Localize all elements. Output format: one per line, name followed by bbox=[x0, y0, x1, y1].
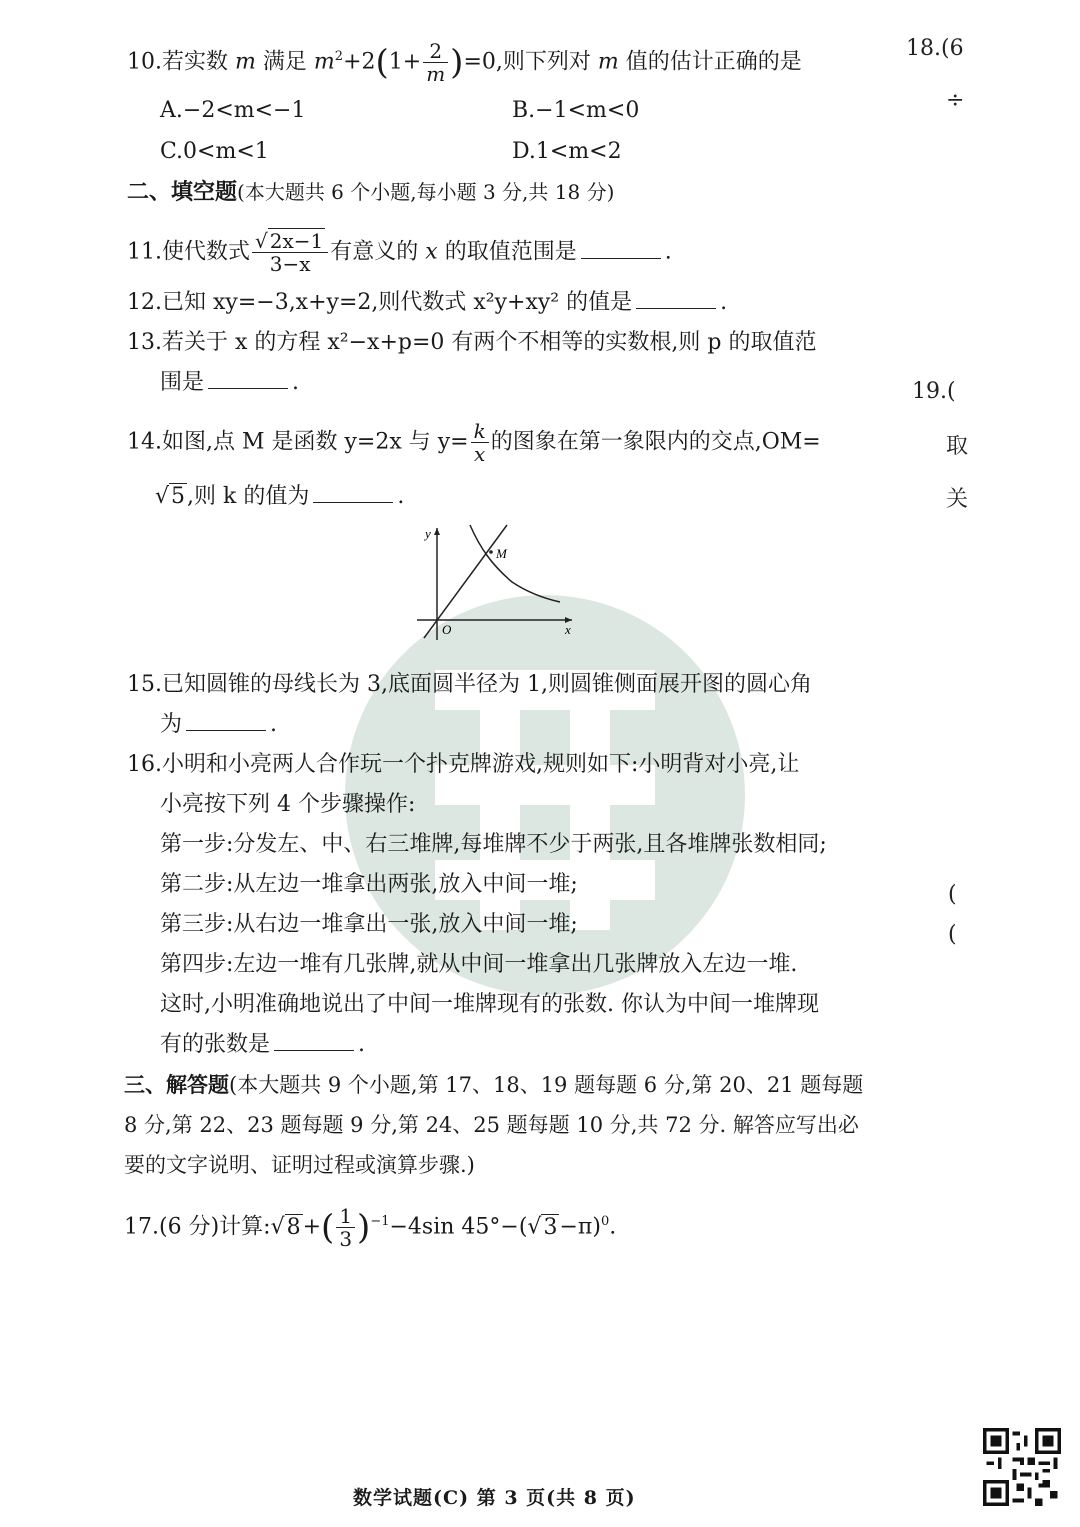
side-paren2: ( bbox=[948, 922, 957, 947]
side-char1: 取 bbox=[946, 434, 969, 459]
q10-option-c: C.0<m<1 bbox=[160, 139, 269, 164]
q13-line1: 13.若关于 x 的方程 x²−x+p=0 有两个不相等的实数根,则 p 的取值范 bbox=[127, 330, 817, 355]
q11: 11.使代数式 $\frac{√ 2x-1}{3-x}$ 有意义的 x 的取值范围是 . bbox=[127, 229, 672, 276]
q15-line1: 15.已知圆锥的母线长为 3,底面圆半径为 1,则圆锥侧面展开图的圆心角 bbox=[127, 672, 812, 697]
q16-line7: 这时,小明准确地说出了中间一堆牌现有的张数. 你认为中间一堆牌现 bbox=[160, 992, 819, 1017]
q10-option-b: B.−1<m<0 bbox=[512, 98, 640, 123]
side-q19: 19.( bbox=[912, 379, 956, 404]
answer-blank[interactable] bbox=[186, 710, 266, 731]
page-footer: 数学试题(C) 第 3 页(共 8 页) bbox=[353, 1487, 636, 1509]
section3-line3: 要的文字说明、证明过程或演算步骤.) bbox=[124, 1153, 475, 1177]
answer-blank[interactable] bbox=[636, 288, 716, 309]
q12: 12.已知 xy=−3,x+y=2,则代数式 x²y+xy² 的值是 . bbox=[127, 290, 728, 315]
hyperbola-k-over-x bbox=[470, 525, 560, 602]
q16-line8: 有的张数是 . bbox=[160, 1032, 366, 1057]
point-m bbox=[489, 550, 493, 554]
q14-line2: √5,则 k 的值为 . bbox=[155, 484, 405, 509]
side-divide: ÷ bbox=[946, 88, 965, 113]
q16-line1: 16.小明和小亮两人合作玩一个扑克牌游戏,规则如下:小明背对小亮,让 bbox=[127, 752, 800, 777]
y-axis-label: y bbox=[425, 526, 431, 541]
origin-label: O bbox=[442, 622, 452, 637]
section2-heading: 二、填空题(本大题共 6 个小题,每小题 3 分,共 18 分) bbox=[127, 179, 615, 205]
q16-step4: 第四步:左边一堆有几张牌,就从中间一堆拿出几张牌放入左边一堆. bbox=[160, 952, 798, 977]
q16-line2: 小亮按下列 4 个步骤操作: bbox=[160, 792, 416, 817]
q17: 17.(6 分)计算:√8+( $\frac{1}{3}$ )$^{-1}$−4sin $45^\circ-(√3-\pi)^0$. bbox=[124, 1204, 617, 1251]
side-char2: 关 bbox=[946, 487, 969, 512]
y-axis-arrow bbox=[434, 528, 440, 535]
answer-blank[interactable] bbox=[208, 368, 288, 389]
section3-heading: 三、解答题(本大题共 9 个小题,第 17、18、19 题每题 6 分,第 20、21 题每题 bbox=[124, 1072, 864, 1097]
answer-blank[interactable] bbox=[274, 1030, 354, 1051]
point-m-label: M bbox=[496, 546, 507, 561]
q16-step3: 第三步:从右边一堆拿出一张,放入中间一堆; bbox=[160, 912, 578, 937]
q14-line1: 14.如图,点 M 是函数 y=2x 与 y= $\frac{k}{x}$ 的图象在第一象限内的交点,OM= bbox=[127, 419, 821, 466]
q10-stem: 10.若实数 m 满足 $m^2+2(1+$ $\frac{2}{m}$ )=0,则下列对 m 值的估计正确的是 bbox=[127, 39, 802, 86]
q14-function-graph bbox=[412, 520, 582, 645]
section3-line2: 8 分,第 22、23 题每题 9 分,第 24、25 题每题 10 分,共 72 分. 解答应写出必 bbox=[124, 1113, 859, 1137]
q15-line2: 为 . bbox=[160, 712, 278, 737]
side-q18: 18.(6 bbox=[906, 36, 964, 61]
x-axis-label: x bbox=[565, 622, 571, 637]
answer-blank[interactable] bbox=[581, 238, 661, 259]
q13-line2: 围是 . bbox=[160, 370, 300, 395]
side-paren1: ( bbox=[948, 882, 957, 907]
q10-option-a: A.−2<m<−1 bbox=[160, 98, 306, 123]
q16-step1: 第一步:分发左、中、右三堆牌,每堆牌不少于两张,且各堆牌张数相同; bbox=[160, 832, 827, 857]
q16-step2: 第二步:从左边一堆拿出两张,放入中间一堆; bbox=[160, 872, 578, 897]
answer-blank[interactable] bbox=[313, 482, 393, 503]
q10-option-d: D.1<m<2 bbox=[512, 139, 622, 164]
qr-code bbox=[983, 1428, 1061, 1506]
